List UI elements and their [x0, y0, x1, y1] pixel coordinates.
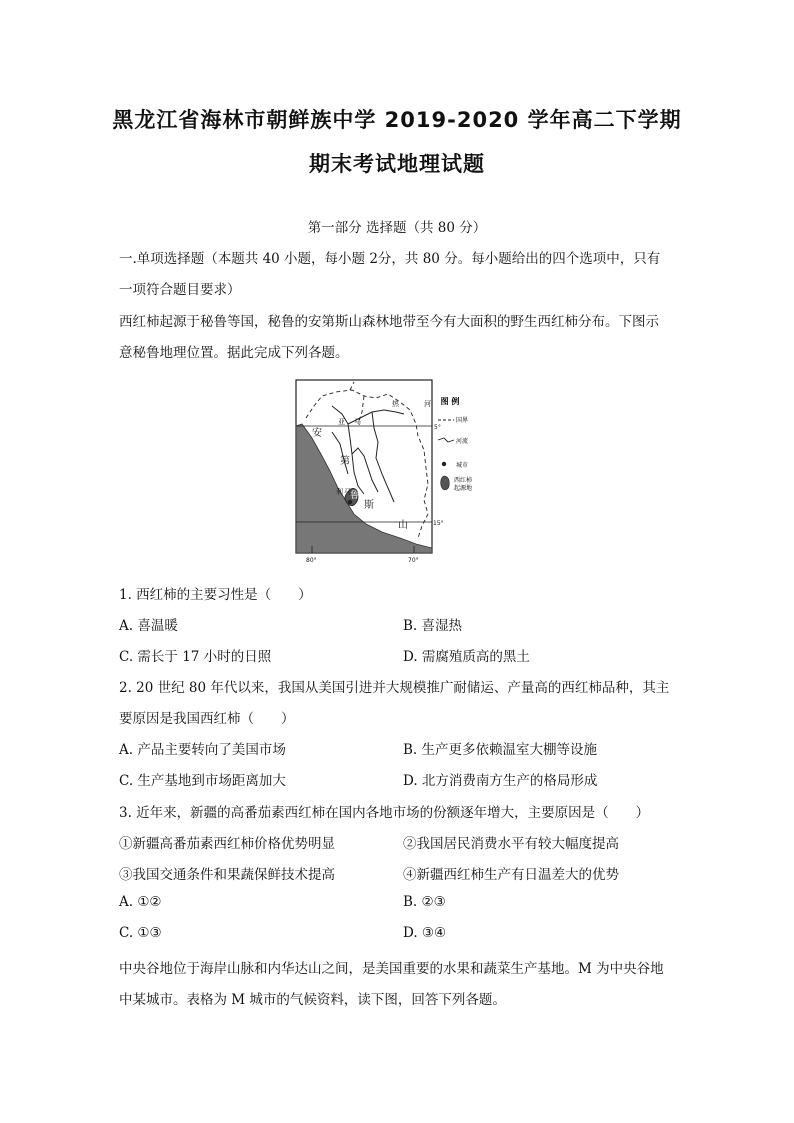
- question-2-option-d: D. 北方消费南方生产的格局形成: [403, 773, 598, 789]
- label-lon80: 80°: [306, 557, 317, 564]
- passage1-line1: 西红柿起源于秘鲁等国，秘鲁的安第斯山森林地带至今有大面积的野生西红柿分布。下图示: [119, 314, 659, 330]
- legend-river-symbol: [438, 438, 454, 442]
- legend-origin-label2: 起源地: [454, 485, 472, 492]
- instructions-line2: 一项符合题目要求）: [119, 282, 241, 298]
- question-2-stem-line2: 要原因是我国西红柿（ ）: [119, 711, 295, 727]
- legend-city-label: 城市: [456, 462, 469, 469]
- question-3-statement-4: ④新疆西红柿生产有日温差大的优势: [403, 867, 619, 883]
- label-si: 斯: [364, 500, 374, 511]
- label-re: 热: [392, 400, 399, 408]
- question-2-option-c: C. 生产基地到市场距离加大: [119, 773, 286, 789]
- label-lat5: 5°: [434, 424, 441, 431]
- question-3-stem: 3. 近年来，新疆的高番茄素西红柿在国内各地市场的份额逐年增大，主要原因是（ ）: [119, 805, 650, 821]
- legend-city-symbol: [442, 462, 446, 466]
- question-2-stem-line1: 2. 20 世纪 80 年代以来，我国从美国引进并大规模推广耐储运、产量高的西红柿品种，其主: [119, 680, 670, 696]
- passage2-line2: 中某城市。表格为 M 城市的气候资料，读下图，回答下列各题。: [119, 992, 506, 1008]
- question-1-option-a: A. 喜温暖: [119, 618, 178, 634]
- label-ma2: 马: [354, 418, 361, 426]
- question-3-option-a: A. ①②: [119, 894, 162, 910]
- question-1-option-c: C. 需长于 17 小时的日照: [119, 649, 272, 665]
- section-heading: 第一部分 选择题（共 80 分）: [307, 220, 487, 236]
- question-3-option-b: B. ②③: [403, 894, 446, 910]
- question-2-option-a: A. 产品主要转向了美国市场: [119, 742, 286, 758]
- legend-origin-symbol: [441, 476, 450, 490]
- legend-origin-label1: 西红柿: [454, 477, 472, 484]
- label-lon70: 70°: [408, 557, 419, 564]
- label-lat15: 15°: [433, 520, 444, 527]
- map-legend: [438, 396, 472, 492]
- question-2-option-b: B. 生产更多依赖温室大棚等设施: [403, 742, 598, 758]
- legend-river-label: 河流: [456, 438, 469, 445]
- question-3-statement-2: ②我国居民消费水平有较大幅度提高: [403, 836, 619, 852]
- question-1-stem: 1. 西红柿的主要习性是（ ）: [119, 587, 312, 603]
- question-3-statement-1: ①新疆高番茄素西红柿价格优势明显: [119, 836, 335, 852]
- exam-title-line1: 黑龙江省海林市朝鲜族中学 2019-2020 学年高二下学期: [112, 108, 682, 132]
- legend-border-label: 国界: [456, 417, 469, 424]
- label-an: 安: [312, 428, 322, 439]
- passage2-line1: 中央谷地位于海岸山脉和内华达山之间，是美国重要的水果和蔬菜生产基地。M 为中央谷地: [119, 961, 664, 977]
- exam-title-line2: 期末考试地理试题: [309, 152, 485, 176]
- label-ma: 马: [344, 488, 351, 496]
- label-lu: 鲁: [350, 491, 360, 501]
- question-3-statement-3: ③我国交通条件和果蔬保鲜技术提高: [119, 867, 335, 883]
- peru-location-map: [292, 376, 472, 566]
- label-li: 利: [336, 488, 343, 496]
- question-3-option-c: C. ①③: [119, 925, 162, 941]
- question-1-option-d: D. 需腐殖质高的黑土: [403, 649, 530, 665]
- label-he: 河: [424, 400, 431, 408]
- question-3-option-d: D. ③④: [403, 925, 447, 941]
- legend-title: 图 例: [440, 397, 460, 406]
- label-di: 第: [340, 456, 350, 467]
- label-ya: 亚: [338, 418, 345, 426]
- label-shan: 山: [398, 520, 408, 531]
- map-svg: [292, 376, 472, 566]
- instructions-line1: 一.单项选择题（本题共 40 小题，每小题 2分，共 80 分。每小题给出的四个选项中，只有: [119, 251, 661, 267]
- question-1-option-b: B. 喜湿热: [403, 618, 463, 634]
- passage1-line2: 意秘鲁地理位置。据此完成下列各题。: [119, 345, 349, 361]
